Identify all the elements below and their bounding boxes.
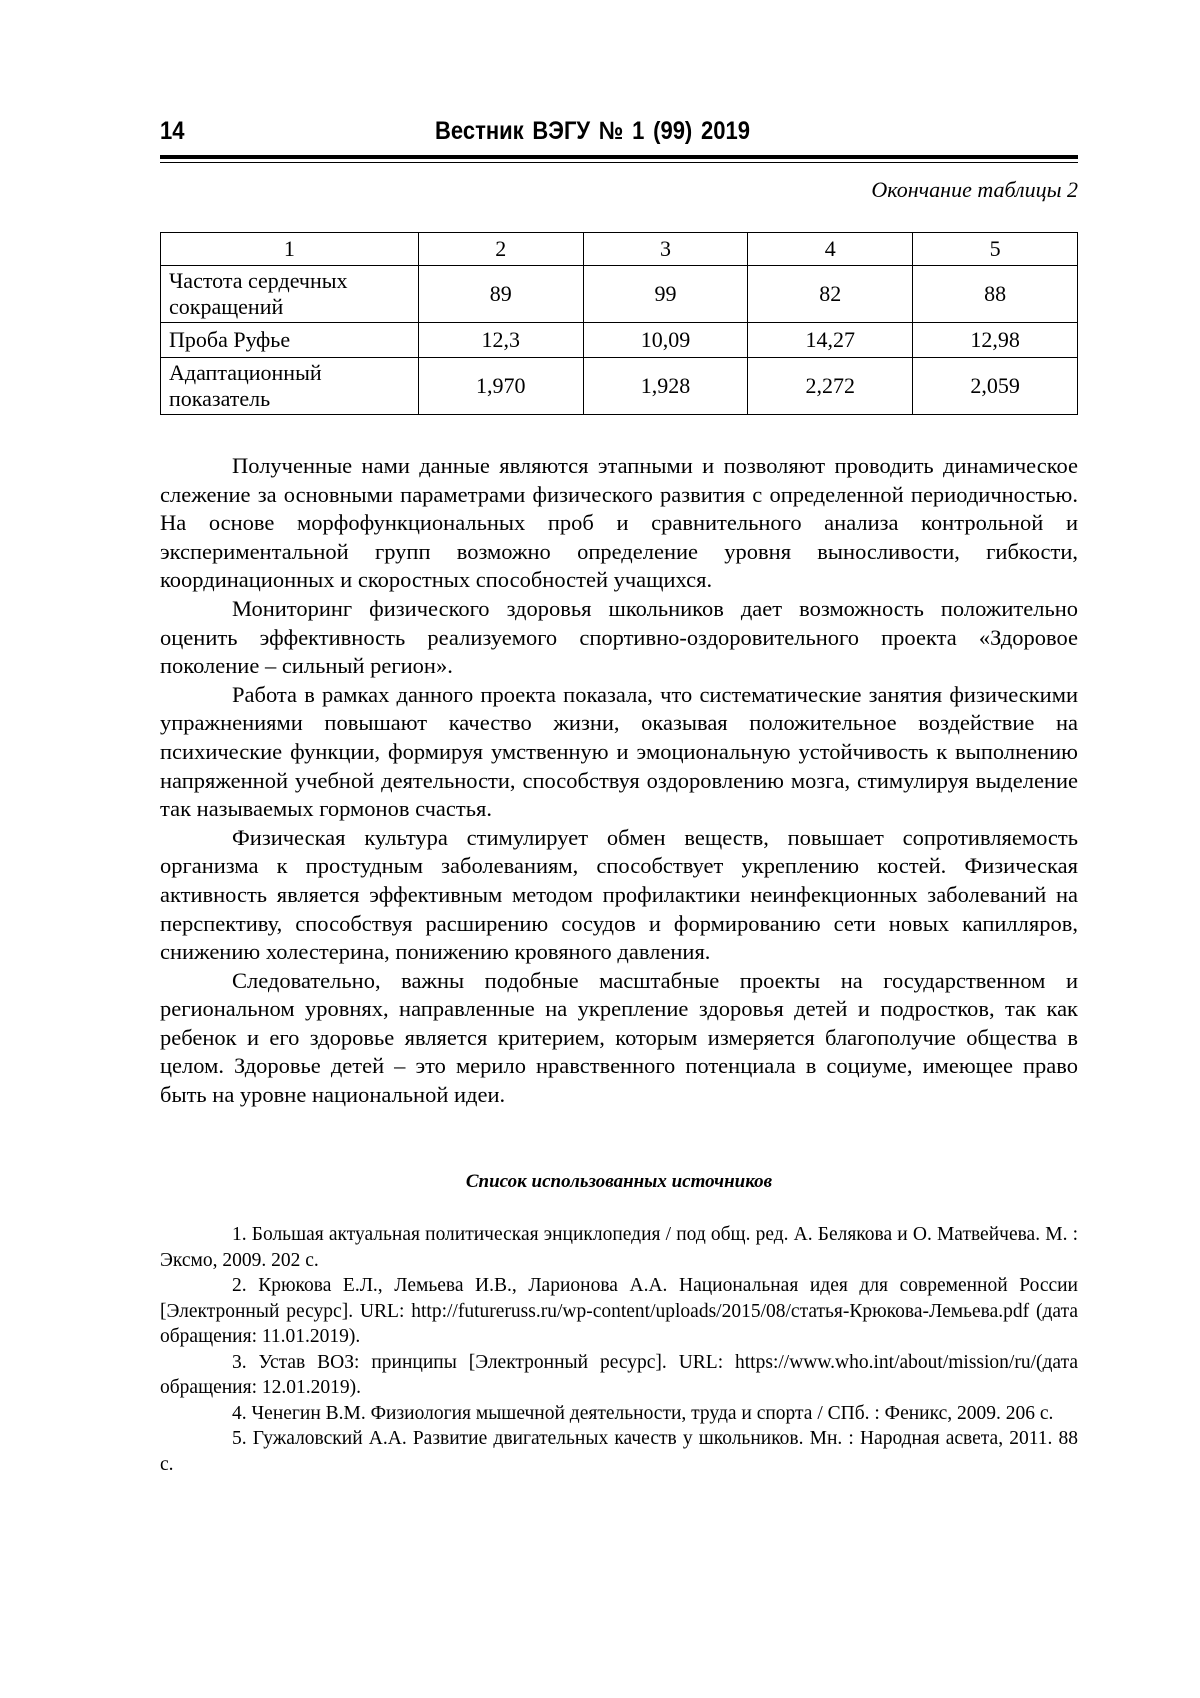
body-text	[160, 452, 1078, 1110]
page-number: 14	[160, 117, 185, 145]
column-header: 3	[583, 233, 748, 266]
column-header: 1	[161, 233, 419, 266]
table-cell: 2,059	[913, 358, 1078, 415]
references-list	[160, 1222, 1078, 1477]
reference-item: 5. Гужаловский А.А. Развитие двигательных качеств у школьников. Мн. : Народная асвета, 2011. 88 с.	[160, 1428, 1078, 1475]
table-header-row	[161, 233, 1078, 266]
reference-item: 2. Крюкова Е.Л., Лемьева И.В., Ларионова А.А. Национальная идея для современной России [Электронный ресурс]. URL: http://futureruss.ru/wp-content/uploads/2015/08/статья-Крюкова-Лемьева.pdf (дата обращения: 11.01.2019).	[160, 1275, 1078, 1347]
column-header: 2	[418, 233, 583, 266]
paragraph: Следовательно, важны подобные масштабные проекты на государственном и региональном уровнях, направленные на укрепление здоровья детей и подростков, так как ребенок и его здоровье является критерием, которым измеряется благополучие общества в целом. Здоровье детей – это мерило нравственного потенциала в социуме, имеющее право быть на уровне национальной идеи.	[160, 967, 1078, 1108]
header-rule-thin	[160, 162, 1078, 163]
table-cell: 99	[583, 266, 748, 323]
table-cell: 1,970	[418, 358, 583, 415]
table-cell: 2,272	[748, 358, 913, 415]
paragraph: Мониторинг физического здоровья школьников дает возможность положительно оценить эффективность реализуемого спортивно-оздоровительного проекта «Здоровое поколение – сильный регион».	[160, 595, 1078, 679]
row-label: Частота сердечных сокращений	[161, 266, 419, 323]
table-cell: 1,928	[583, 358, 748, 415]
reference-item: 1. Большая актуальная политическая энциклопедия / под общ. ред. А. Белякова и О. Матвейчева. М. : Эксмо, 2009. 202 с.	[160, 1224, 1078, 1271]
reference-item: 4. Ченегин В.М. Физиология мышечной деятельности, труда и спорта / СПб. : Феникс, 2009. 206 с.	[232, 1402, 1054, 1424]
page-header	[160, 117, 1078, 147]
table-cell: 12,3	[418, 323, 583, 358]
column-header: 4	[748, 233, 913, 266]
table-row	[161, 358, 1078, 415]
table-row	[161, 266, 1078, 323]
row-label: Проба Руфье	[161, 323, 419, 358]
references-title: Список использованных источников	[465, 1171, 773, 1192]
column-header: 5	[913, 233, 1078, 266]
paragraph: Физическая культура стимулирует обмен веществ, повышает сопротивляемость организма к простудным заболеваниям, способствует укреплению костей. Физическая активность является эффективным методом профилактики неинфекционных заболеваний на перспективу, способствуя расширению сосудов и формированию сети новых капилляров, снижению холестерина, понижению кровяного давления.	[160, 824, 1078, 965]
table-cell: 88	[913, 266, 1078, 323]
paragraph: Полученные нами данные являются этапными и позволяют проводить динамическое слежение за основными параметрами физического развития с определенной периодичностью. На основе морфофункциональных проб и сравнительного анализа контрольной и экспериментальной групп возможно определение уровня выносливости, гибкости, координационных и скоростных способностей учащихся.	[160, 453, 1078, 593]
table-cell: 89	[418, 266, 583, 323]
table-cell: 10,09	[583, 323, 748, 358]
row-label: Адаптационный показатель	[161, 358, 419, 415]
data-table	[160, 232, 1078, 415]
reference-item: 3. Устав ВОЗ: принципы [Электронный ресурс]. URL: https://www.who.int/about/mission/ru/(дата обращения: 12.01.2019).	[160, 1351, 1078, 1398]
table-cell: 12,98	[913, 323, 1078, 358]
table-cell: 82	[748, 266, 913, 323]
table-row	[161, 323, 1078, 358]
table-caption: Окончание таблицы 2	[871, 177, 1078, 202]
table-cell: 14,27	[748, 323, 913, 358]
journal-title: Вестник ВЭГУ № 1 (99) 2019	[435, 117, 750, 145]
paragraph: Работа в рамках данного проекта показала, что систематические занятия физическими упражнениями повышают качество жизни, оказывая положительное воздействие на психические функции, формируя умственную и эмоциональную устойчивость к выполнению напряженной учебной деятельности, способствуя оздоровлению мозга, стимулируя выделение так называемых гормонов счастья.	[160, 681, 1078, 822]
header-rule-thick	[160, 155, 1078, 159]
